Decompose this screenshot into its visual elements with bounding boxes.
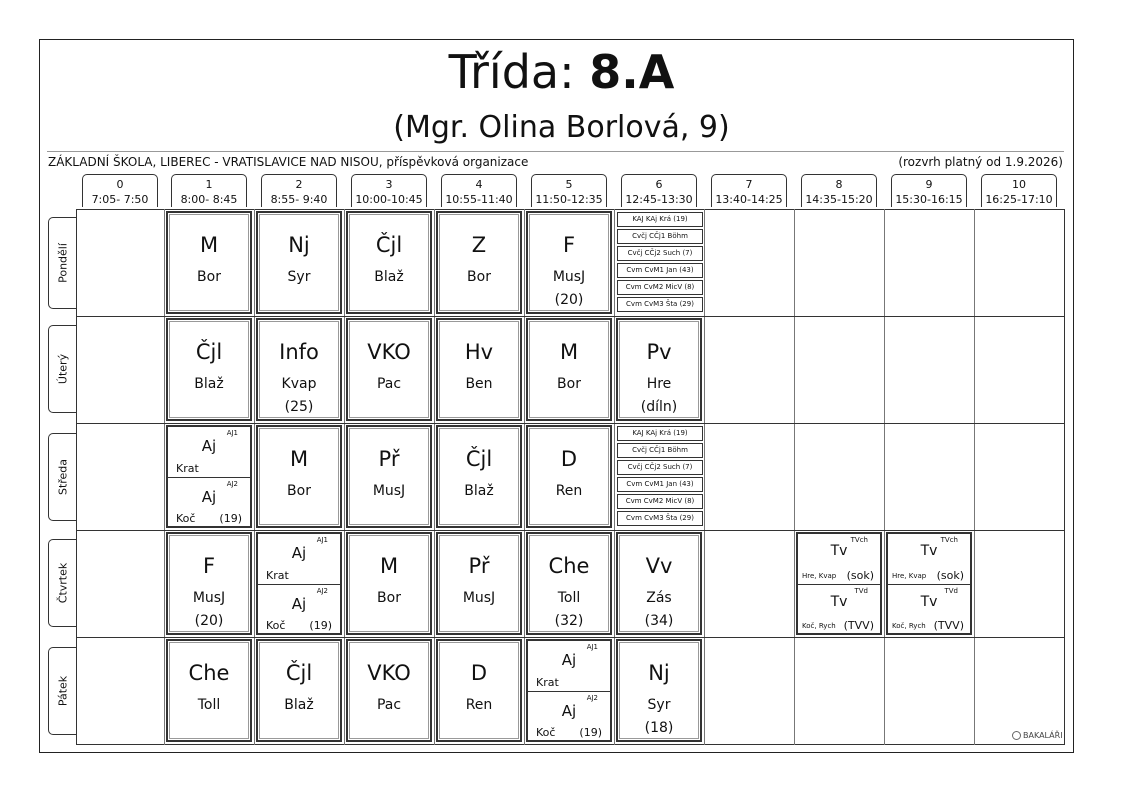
lesson-teacher: Ben xyxy=(465,376,493,392)
grid-line xyxy=(76,316,1065,317)
lesson-teacher: Koč xyxy=(176,512,196,525)
day-label-thursday: Čtvrtek xyxy=(48,539,76,627)
lesson-room: (25) xyxy=(284,399,314,415)
grid-line xyxy=(434,209,435,745)
lesson-teacher: Bor xyxy=(557,376,581,392)
lesson-card[interactable] xyxy=(346,639,432,742)
period-header: 4 10:55-11:40 xyxy=(441,174,517,207)
lesson-subject: Hv xyxy=(464,340,494,364)
lesson-card[interactable] xyxy=(526,211,612,314)
group-half xyxy=(168,427,250,477)
grid-line xyxy=(76,423,1065,424)
group-label: TVch xyxy=(940,536,958,544)
lesson-card[interactable] xyxy=(166,211,252,314)
lesson-card[interactable] xyxy=(346,211,432,314)
elective-item[interactable]: Cvm CvM1 Jan (43) xyxy=(617,477,703,492)
grid-line xyxy=(76,637,1065,638)
lesson-teacher: Koč, Rych xyxy=(802,622,836,630)
group-label: AJ2 xyxy=(316,586,328,595)
lesson-teacher: Ren xyxy=(555,483,583,499)
lesson-room: (18) xyxy=(644,720,674,736)
split-lesson-card[interactable] xyxy=(886,532,972,635)
elective-list xyxy=(617,212,703,315)
period-header: 10 16:25-17:10 xyxy=(981,174,1057,207)
lesson-room: (20) xyxy=(194,613,224,629)
split-lesson-card[interactable] xyxy=(796,532,882,635)
group-half xyxy=(168,477,250,528)
group-half xyxy=(798,584,880,635)
period-header: 1 8:00- 8:45 xyxy=(171,174,247,207)
lesson-teacher: Toll xyxy=(557,590,581,606)
lesson-subject: Aj xyxy=(201,437,217,455)
lesson-teacher: Blaž xyxy=(374,269,404,285)
elective-item[interactable]: Cvm CvM2 MicV (8) xyxy=(617,494,703,509)
lesson-subject: D xyxy=(560,447,578,471)
period-header: 0 7:05- 7:50 xyxy=(82,174,158,207)
gear-icon xyxy=(1012,731,1021,740)
lesson-teacher: Krat xyxy=(176,461,199,475)
lesson-teacher: Krat xyxy=(536,675,559,689)
lesson-subject: VKO xyxy=(367,661,411,685)
lesson-teacher: Hre, Kvap xyxy=(892,571,927,580)
lesson-subject: D xyxy=(470,661,488,685)
lesson-subject: Nj xyxy=(648,661,670,685)
lesson-teacher: Koč, Rych xyxy=(892,622,926,630)
lesson-teacher: Bor xyxy=(197,269,221,285)
lesson-teacher: Bor xyxy=(377,590,401,606)
period-header: 8 14:35-15:20 xyxy=(801,174,877,207)
lesson-room: (32) xyxy=(554,613,584,629)
group-half xyxy=(528,691,610,742)
lesson-teacher: Syr xyxy=(287,269,311,285)
group-label: TVd xyxy=(854,586,868,595)
lesson-subject: Př xyxy=(378,447,400,471)
lesson-subject: F xyxy=(202,554,216,578)
lesson-subject: M xyxy=(379,554,399,578)
elective-item[interactable]: Cvm CvM1 Jan (43) xyxy=(617,263,703,278)
lesson-teacher: Pac xyxy=(376,697,402,713)
lesson-subject: Z xyxy=(471,233,487,257)
lesson-subject: Pv xyxy=(646,340,672,364)
lesson-teacher: Blaž xyxy=(464,483,494,499)
lesson-subject: Aj xyxy=(201,487,217,506)
lesson-subject: Che xyxy=(548,554,590,578)
lesson-teacher: Koč xyxy=(536,726,556,739)
lesson-card[interactable] xyxy=(616,318,702,421)
group-half xyxy=(798,534,880,584)
day-label-wednesday: Středa xyxy=(48,433,76,521)
lesson-subject: Aj xyxy=(561,651,577,669)
lesson-room: (TVV) xyxy=(933,619,964,632)
group-label: AJ2 xyxy=(586,693,598,702)
group-half xyxy=(258,584,340,635)
lesson-room: (20) xyxy=(554,292,584,308)
lesson-subject: Čjl xyxy=(285,661,313,685)
lesson-teacher: Ren xyxy=(465,697,493,713)
lesson-room: (díln) xyxy=(640,399,678,415)
grid-line xyxy=(524,209,525,745)
group-half xyxy=(258,534,340,584)
group-label: AJ2 xyxy=(226,479,238,488)
lesson-card[interactable] xyxy=(346,532,432,635)
group-label: AJ1 xyxy=(316,536,328,544)
school-name: ZÁKLADNÍ ŠKOLA, LIBEREC - VRATISLAVICE NAD NISOU, příspěvková organizace xyxy=(48,155,529,169)
lesson-card[interactable] xyxy=(526,425,612,528)
grid-line xyxy=(794,209,795,745)
lesson-teacher: Bor xyxy=(287,483,311,499)
lesson-teacher: MusJ xyxy=(462,590,496,606)
lesson-subject: Aj xyxy=(561,701,577,720)
grid-line xyxy=(704,209,705,745)
validity-note: (rozvrh platný od 1.9.2026) xyxy=(898,155,1063,169)
grid-line xyxy=(974,209,975,745)
elective-item[interactable]: Cvčj CČj1 Böhm xyxy=(617,229,703,244)
elective-item[interactable]: Cvm CvM3 Šta (29) xyxy=(617,297,703,312)
lesson-teacher: Zás xyxy=(646,590,672,606)
lesson-subject: Čjl xyxy=(375,233,403,257)
lesson-teacher: MusJ xyxy=(552,269,586,285)
lesson-teacher: Koč xyxy=(266,619,286,632)
grid-line xyxy=(884,209,885,745)
grid-line xyxy=(614,209,615,745)
elective-list xyxy=(617,426,703,529)
lesson-subject: Př xyxy=(468,554,490,578)
bakalari-logo: BAKALÁŘI xyxy=(1012,731,1063,740)
lesson-subject: Tv xyxy=(830,593,848,610)
lesson-teacher: Hre xyxy=(646,376,672,392)
elective-item[interactable]: Cvčj CČj1 Böhm xyxy=(617,443,703,458)
lesson-subject: VKO xyxy=(367,340,411,364)
lesson-card[interactable] xyxy=(256,425,342,528)
lesson-card[interactable] xyxy=(346,425,432,528)
lesson-subject: Čjl xyxy=(465,447,493,471)
lesson-subject: Čjl xyxy=(195,340,223,364)
lesson-room: (TVV) xyxy=(843,619,874,632)
day-label-tuesday: Úterý xyxy=(48,325,76,413)
lesson-teacher: Krat xyxy=(266,568,289,582)
lesson-room: (sok) xyxy=(846,568,874,582)
lesson-card[interactable] xyxy=(346,318,432,421)
lesson-room: (19) xyxy=(309,619,332,632)
lesson-subject: Tv xyxy=(920,593,938,610)
lesson-card[interactable] xyxy=(526,532,612,635)
group-label: AJ1 xyxy=(586,643,598,651)
lesson-card[interactable] xyxy=(436,425,522,528)
lesson-subject: Info xyxy=(279,340,319,364)
lesson-subject: F xyxy=(562,233,576,257)
lesson-card[interactable] xyxy=(436,211,522,314)
lesson-teacher: Kvap xyxy=(281,376,317,392)
group-label: AJ1 xyxy=(226,429,238,437)
lesson-card[interactable] xyxy=(166,532,252,635)
group-label: TVch xyxy=(850,536,868,544)
lesson-subject: Vv xyxy=(645,554,673,578)
lesson-teacher: Toll xyxy=(197,697,221,713)
lesson-teacher: Bor xyxy=(467,269,491,285)
lesson-card[interactable] xyxy=(166,639,252,742)
elective-item[interactable]: KAJ KAj Krá (19) xyxy=(617,426,703,441)
class-teacher: (Mgr. Olina Borlová, 9) xyxy=(393,110,730,145)
elective-item[interactable]: KAJ KAj Krá (19) xyxy=(617,212,703,227)
lesson-card[interactable] xyxy=(616,639,702,742)
group-half xyxy=(528,641,610,691)
group-label: TVd xyxy=(944,586,958,595)
period-header: 6 12:45-13:30 xyxy=(621,174,697,207)
lesson-subject: M xyxy=(199,233,219,257)
lesson-subject: M xyxy=(559,340,579,364)
lesson-subject: Aj xyxy=(291,544,307,562)
day-label-monday: Pondělí xyxy=(48,217,76,309)
split-lesson-card[interactable] xyxy=(256,532,342,635)
lesson-teacher: Pac xyxy=(376,376,402,392)
split-lesson-card[interactable] xyxy=(166,425,252,528)
split-lesson-card[interactable] xyxy=(526,639,612,742)
lesson-room: (19) xyxy=(219,512,242,525)
lesson-room: (sok) xyxy=(936,568,964,582)
group-half xyxy=(888,584,970,635)
elective-item[interactable]: Cvm CvM2 MicV (8) xyxy=(617,280,703,295)
lesson-teacher: Blaž xyxy=(284,697,314,713)
elective-item[interactable]: Cvm CvM3 Šta (29) xyxy=(617,511,703,526)
divider xyxy=(47,151,1064,152)
lesson-teacher: MusJ xyxy=(192,590,226,606)
page-title: Třída: 8.A xyxy=(448,45,675,99)
lesson-subject: M xyxy=(289,447,309,471)
lesson-card[interactable] xyxy=(256,639,342,742)
period-header: 5 11:50-12:35 xyxy=(531,174,607,207)
lesson-card[interactable] xyxy=(256,318,342,421)
lesson-subject: Nj xyxy=(288,233,310,257)
grid-line xyxy=(76,530,1065,531)
grid-line xyxy=(164,209,165,745)
lesson-teacher: Blaž xyxy=(194,376,224,392)
grid-line xyxy=(344,209,345,745)
lesson-card[interactable] xyxy=(166,318,252,421)
period-header: 3 10:00-10:45 xyxy=(351,174,427,207)
lesson-room: (19) xyxy=(579,726,602,739)
lesson-teacher: MusJ xyxy=(372,483,406,499)
lesson-subject: Tv xyxy=(830,543,848,559)
lesson-card[interactable] xyxy=(256,211,342,314)
lesson-teacher: Hre, Kvap xyxy=(802,571,837,580)
lesson-room: (34) xyxy=(644,613,674,629)
lesson-card[interactable] xyxy=(616,532,702,635)
lesson-card[interactable] xyxy=(436,318,522,421)
day-label-friday: Pátek xyxy=(48,647,76,735)
lesson-subject: Tv xyxy=(920,543,938,559)
elective-item[interactable]: Cvčj CČj2 Such (7) xyxy=(617,246,703,261)
lesson-card[interactable] xyxy=(526,318,612,421)
period-header: 9 15:30-16:15 xyxy=(891,174,967,207)
grid-line xyxy=(254,209,255,745)
group-half xyxy=(888,534,970,584)
elective-item[interactable]: Cvčj CČj2 Such (7) xyxy=(617,460,703,475)
period-header: 7 13:40-14:25 xyxy=(711,174,787,207)
period-header: 2 8:55- 9:40 xyxy=(261,174,337,207)
lesson-card[interactable] xyxy=(436,639,522,742)
lesson-teacher: Syr xyxy=(647,697,671,713)
lesson-subject: Aj xyxy=(291,594,307,613)
lesson-card[interactable] xyxy=(436,532,522,635)
lesson-subject: Che xyxy=(188,661,230,685)
